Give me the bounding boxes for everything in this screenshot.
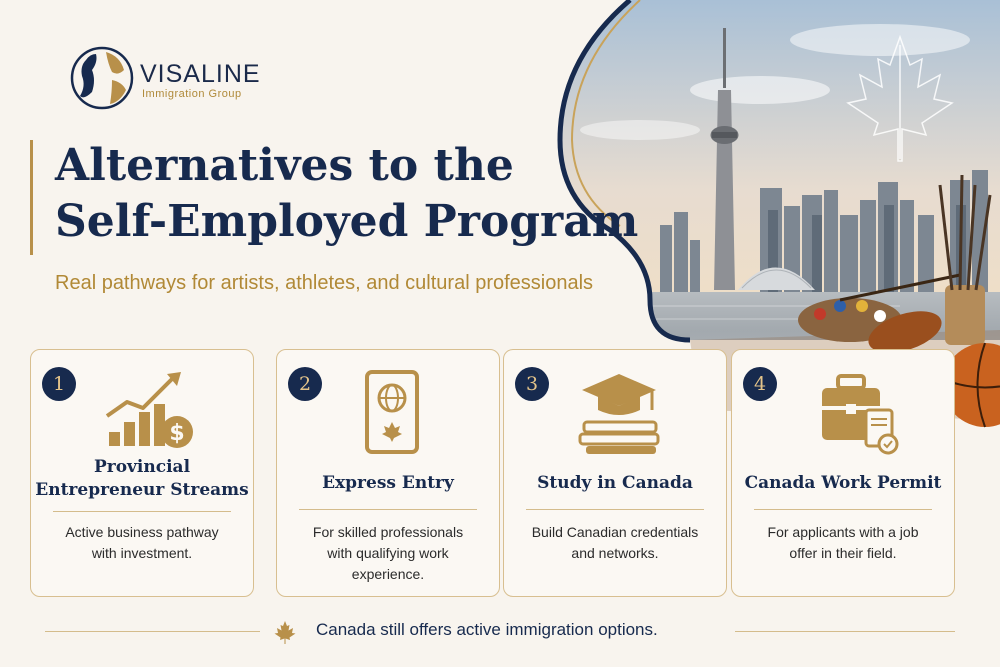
svg-text:$: $ [169,421,185,446]
card-desc-line2: offer in their field. [789,545,897,561]
card-divider [53,511,231,512]
card-number: 3 [515,367,549,401]
card-desc-line3: experience. [351,566,425,582]
footer-message: Canada still offers active immigration options. [316,620,658,639]
card-desc-line2: with investment. [91,545,193,561]
option-card-provincial [30,349,254,597]
card-title-line1: Provincial [93,457,191,477]
card-description [45,522,239,564]
card-number: 2 [288,367,322,401]
card-title: Canada Work Permit [744,473,942,493]
growth-chart-dollar-icon [91,364,201,456]
brand-logo [62,40,282,120]
globe-figure-icon [62,40,138,116]
card-description [291,522,485,585]
briefcase-document-icon [792,364,902,456]
maple-leaf-icon [272,619,298,645]
card-title: Express Entry [322,473,454,493]
footer-divider-left [45,631,260,632]
card-divider [299,509,477,510]
footer-divider-right [735,631,955,632]
card-title: Study in Canada [537,473,693,493]
brand-name: VISALINE [140,60,261,88]
card-desc-line1: For skilled professionals [312,524,464,540]
card-desc-line2: with qualifying work [327,545,449,561]
page-title-line1: Alternatives to the [55,140,514,191]
option-card-work-permit [731,349,955,597]
page-title-line2: Self-Employed Program [55,196,639,247]
card-number: 1 [42,367,76,401]
card-description [746,522,940,564]
brand-tagline: Immigration Group [142,88,242,100]
option-card-express-entry [276,349,500,597]
page-subtitle: Real pathways for artists, athletes, and cultural professionals [55,272,594,294]
card-divider [526,509,704,510]
card-number: 4 [743,367,777,401]
card-desc-line1: Build Canadian credentials [531,524,699,540]
graduation-cap-books-icon [564,364,674,456]
option-card-study [503,349,727,597]
card-description [518,522,712,564]
card-desc-line2: and networks. [571,545,659,561]
card-title [31,456,253,502]
card-title-line2: Entrepreneur Streams [35,480,249,500]
title-accent-bar [30,140,33,255]
card-desc-line1: For applicants with a job [767,524,919,540]
card-divider [754,509,932,510]
page-title [55,138,675,250]
passport-icon [337,364,447,456]
card-desc-line1: Active business pathway [65,524,219,540]
